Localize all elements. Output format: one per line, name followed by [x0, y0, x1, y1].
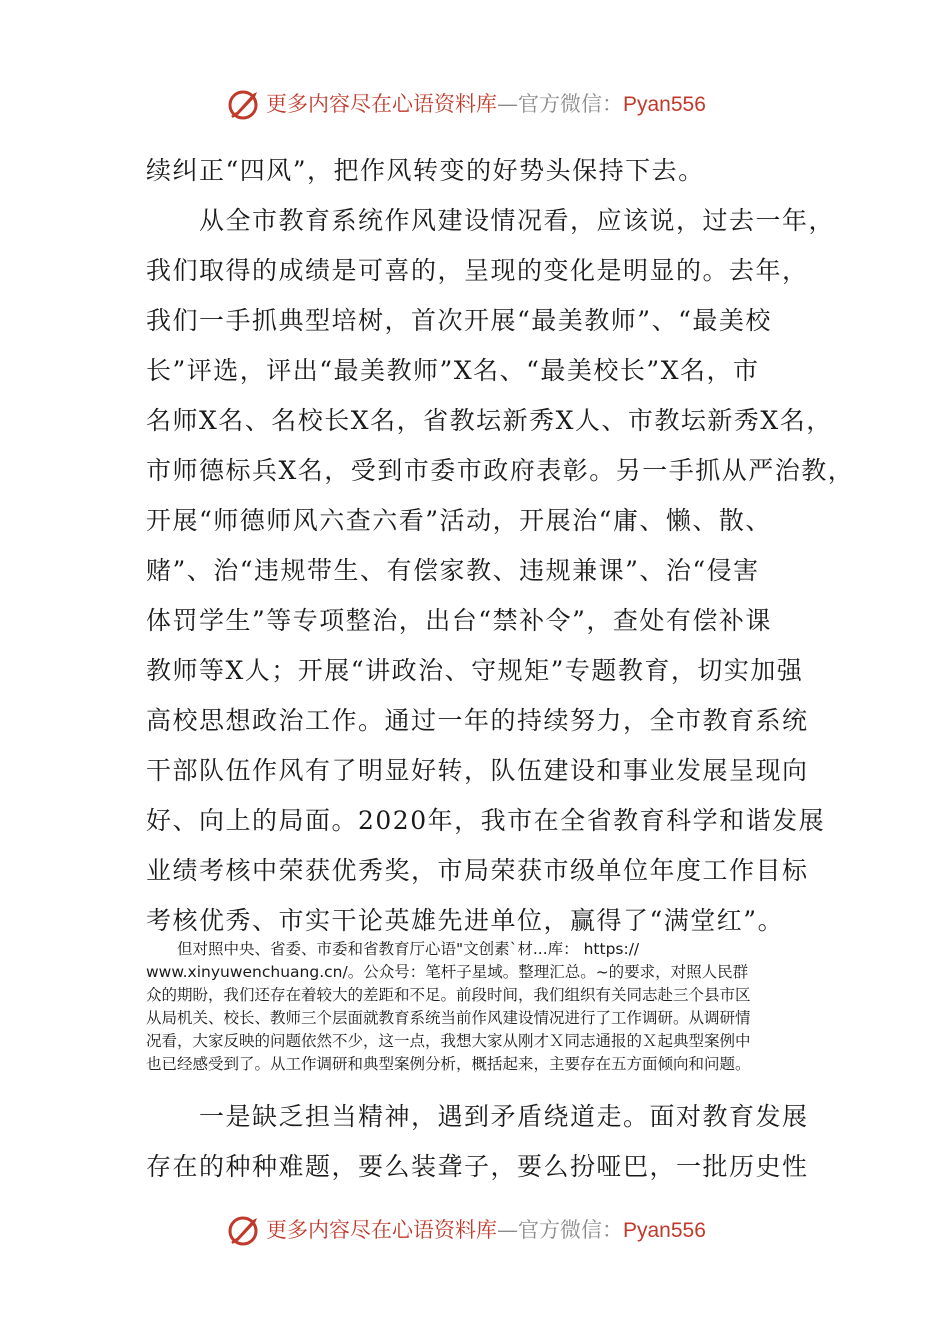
- text-line: www.xinyuwenchuang.cn/。公众号：笔杆子星域。整理汇总。~的要求，对照人民群: [146, 963, 749, 981]
- text-line: 况看，大家反映的问题依然不少，这一点，我想大家从刚才Ｘ同志通报的Ｘ起典型案例中: [146, 1032, 751, 1050]
- text-line: 体罚学生”等专项整治，出台“禁补令”，查处有偿补课: [146, 606, 772, 635]
- text-line: 从局机关、校长、教师三个层面就教育系统当前作风建设情况进行了工作调研。从调研情: [146, 1009, 751, 1027]
- text-line: 市师德标兵X名，受到市委市政府表彰。另一手抓从严治教，: [146, 456, 855, 485]
- text-line: 众的期盼，我们还存在着较大的差距和不足。前段时间，我们组织有关同志赴三个县市区: [146, 986, 751, 1004]
- paragraph-issue-one: [146, 1092, 826, 1192]
- banner-main-text: 更多内容尽在心语资料库: [266, 1218, 497, 1242]
- text-line: 高校思想政治工作。通过一年的持续努力，全市教育系统: [146, 706, 809, 735]
- header-banner: [0, 84, 950, 124]
- text-line: 一是缺乏担当精神，遇到矛盾绕道走。面对教育发展: [146, 1102, 809, 1131]
- text-line: 我们一手抓典型培树，首次开展“最美教师”、“最美校: [146, 306, 772, 335]
- banner-wechat-id: Pyan556: [623, 93, 706, 116]
- text-line: 长”评选，评出“最美教师”X名、“最美校长”X名，市: [146, 356, 760, 385]
- text-line: 业绩考核中荣获优秀奖，市局荣获市级单位年度工作目标: [146, 856, 809, 885]
- text-line: 考核优秀、市实干论英雄先进单位，赢得了“满堂红”。: [146, 906, 785, 935]
- quill-logo-icon: [226, 86, 262, 122]
- text-line: 赌”、治“违规带生、有偿家教、违规兼课”、治“侵害: [146, 556, 760, 585]
- text-line: 我们取得的成绩是可喜的，呈现的变化是明显的。去年，: [146, 256, 809, 285]
- banner-main-text: 更多内容尽在心语资料库: [266, 92, 497, 116]
- paragraph-achievements: [146, 196, 855, 946]
- text-line: 但对照中央、省委、市委和省教育厅心语"文创素`材...库： https://: [146, 940, 640, 958]
- paragraph-continuation: [146, 146, 826, 196]
- banner-sub-text: —官方微信：: [497, 1218, 623, 1242]
- banner-text: [266, 1215, 706, 1246]
- text-line: 开展“师德师风六查六看”活动，开展治“庸、懒、散、: [146, 506, 772, 535]
- text-line: 教师等X人；开展“讲政治、守规矩”专题教育，切实加强: [146, 656, 804, 685]
- text-line: 从全市教育系统作风建设情况看，应该说，过去一年，: [146, 206, 836, 235]
- banner-sub-text: —官方微信：: [497, 92, 623, 116]
- text-line: 续纠正“四风”，把作风转变的好势头保持下去。: [146, 156, 705, 185]
- footer-banner: [0, 1210, 950, 1250]
- banner-text: [266, 89, 706, 120]
- text-line: 也已经感受到了。从工作调研和典型案例分析，概括起来，主要存在五方面倾向和问题。: [146, 1055, 751, 1073]
- paragraph-shortcomings: [146, 938, 826, 1076]
- text-line: 好、向上的局面。2020年，我市在全省教育科学和谐发展: [146, 806, 826, 835]
- banner-wechat-id: Pyan556: [623, 1219, 706, 1242]
- text-line: 干部队伍作风有了明显好转，队伍建设和事业发展呈现向: [146, 756, 809, 785]
- quill-logo-icon: [226, 1212, 262, 1248]
- text-line: 存在的种种难题，要么装聋子，要么扮哑巴，一批历史性: [146, 1152, 809, 1181]
- text-line: 名师X名、名校长X名，省教坛新秀X人、市教坛新秀X名，: [146, 406, 833, 435]
